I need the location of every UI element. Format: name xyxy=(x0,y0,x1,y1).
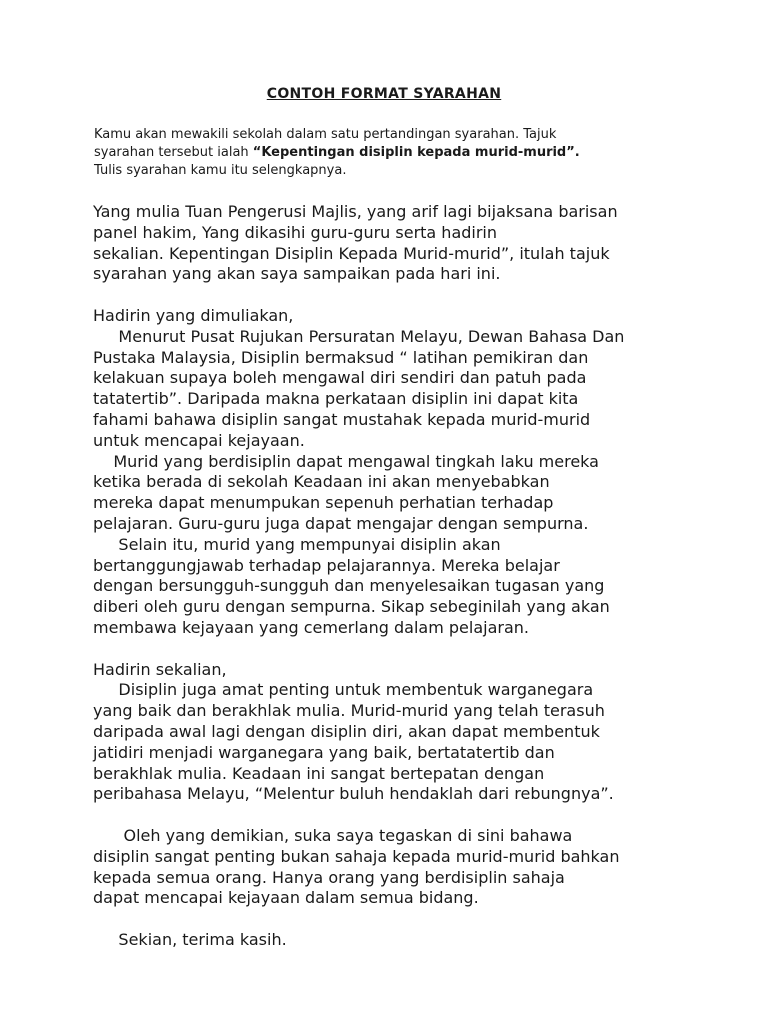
paragraph-spacer xyxy=(93,909,693,930)
text-line: Yang mulia Tuan Pengerusi Majlis, yang arif lagi bijaksana barisan xyxy=(93,202,618,221)
paragraph-spacer xyxy=(93,805,693,826)
text-line: mereka dapat menumpukan sepenuh perhatian terhadap xyxy=(93,493,554,513)
greeting-2: Hadirin sekalian, xyxy=(93,659,227,679)
text-line: fahami bahawa disiplin sangat mustahak kepada murid-murid xyxy=(93,409,591,429)
text-line: Pustaka Malaysia, Disiplin bermaksud “ latihan pemikiran dan xyxy=(93,347,589,367)
instructions-line-2 xyxy=(94,144,694,162)
paragraph-behaviour xyxy=(93,452,693,535)
text-line: dapat mencapai kejayaan dalam semua bidang. xyxy=(93,888,479,908)
text-line: pelajaran. Guru-guru juga dapat mengajar dengan sempurna. xyxy=(93,513,589,533)
instructions-line-3: Tulis syarahan kamu itu selengkapnya. xyxy=(94,163,347,178)
text-line: dengan bersungguh-sungguh dan menyelesaikan tugasan yang xyxy=(93,576,605,596)
text-line: kepada semua orang. Hanya orang yang berdisiplin sahaja xyxy=(93,867,565,887)
paragraph-spacer xyxy=(93,285,693,306)
text-line: berakhlak mulia. Keadaan ini sangat bertepatan dengan xyxy=(93,763,545,783)
text-line: sekalian. Kepentingan Disiplin Kepada Murid-murid”, itulah tajuk xyxy=(93,243,610,263)
text-line: untuk mencapai kejayaan. xyxy=(93,430,305,450)
text-line: daripada awal lagi dengan disiplin diri, akan dapat membentuk xyxy=(93,721,600,741)
closing: Sekian, terima kasih. xyxy=(93,929,287,949)
paragraph-citizenship xyxy=(93,680,693,805)
text-line: kelakuan supaya boleh mengawal diri sendiri dan patuh pada xyxy=(93,368,587,388)
speech-body xyxy=(93,202,693,951)
instructions xyxy=(94,126,694,180)
instructions-line-2-text: syarahan tersebut ialah xyxy=(94,145,253,160)
greeting-1: Hadirin yang dimuliakan, xyxy=(93,305,294,325)
text-line: diberi oleh guru dengan sempurna. Sikap sebeginilah yang akan xyxy=(93,597,610,617)
text-line: tatatertib”. Daripada makna perkataan disiplin ini dapat kita xyxy=(93,389,579,409)
paragraph-definition xyxy=(93,327,693,452)
text-line: bertanggungjawab terhadap pelajarannya. Mereka belajar xyxy=(93,555,560,575)
paragraph-responsibility xyxy=(93,535,693,639)
text-line: Menurut Pusat Rujukan Persuratan Melayu, Dewan Bahasa Dan xyxy=(93,326,625,346)
paragraph-conclusion xyxy=(93,826,693,909)
text-line: ketika berada di sekolah Keadaan ini akan menyebabkan xyxy=(93,472,550,492)
text-line: Murid yang berdisiplin dapat mengawal tingkah laku mereka xyxy=(93,451,599,471)
text-line: panel hakim, Yang dikasihi guru-guru serta hadirin xyxy=(93,222,498,242)
text-line: yang baik dan berakhlak mulia. Murid-murid yang telah terasuh xyxy=(93,701,605,721)
text-line: syarahan yang akan saya sampaikan pada hari ini. xyxy=(93,264,501,284)
text-line: Oleh yang demikian, suka saya tegaskan di sini bahawa xyxy=(93,825,573,845)
text-line: peribahasa Melayu, “Melentur buluh hendaklah dari rebungnya”. xyxy=(93,784,614,804)
text-line: Selain itu, murid yang mempunyai disiplin akan xyxy=(93,534,501,554)
instructions-line-1: Kamu akan mewakili sekolah dalam satu pertandingan syarahan. Tajuk xyxy=(94,127,557,142)
text-line: Disiplin juga amat penting untuk membentuk warganegara xyxy=(93,680,594,700)
paragraph-spacer xyxy=(93,639,693,660)
speech-topic: “Kepentingan disiplin kepada murid-murid”. xyxy=(252,145,580,160)
text-line: membawa kejayaan yang cemerlang dalam pelajaran. xyxy=(93,617,529,637)
text-line: disiplin sangat penting bukan sahaja kepada murid-murid bahkan xyxy=(93,846,620,866)
text-line: jatidiri menjadi warganegara yang baik, bertatatertib dan xyxy=(93,742,555,762)
paragraph-opening xyxy=(93,202,693,285)
document-title: CONTOH FORMAT SYARAHAN xyxy=(266,86,502,102)
